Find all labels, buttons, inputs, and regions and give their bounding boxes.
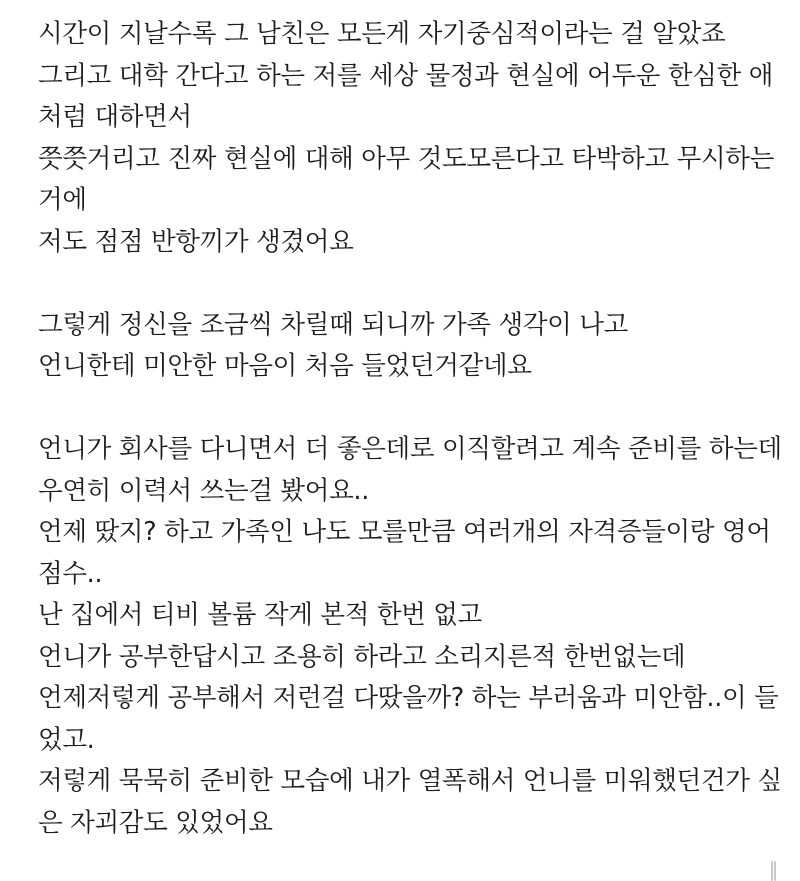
text-line: 언제 땄지? 하고 가족인 나도 모를만큼 여러개의 자격증들이랑 영어 <box>38 517 771 547</box>
scroll-handle-bar <box>774 861 776 881</box>
paragraph <box>38 429 782 844</box>
text-line: 우연히 이력서 쓰는걸 봤어요.. <box>38 475 370 506</box>
text-line: 난 집에서 티비 볼륨 작게 본적 한번 없고 <box>38 600 482 630</box>
text-line: 저도 점점 반항끼가 생겼어요 <box>38 226 354 257</box>
text-line: 처럼 대하면서 <box>38 102 192 132</box>
scroll-handle[interactable] <box>771 861 776 881</box>
text-line: 언니한테 미안한 마음이 처음 들었던거같네요 <box>38 351 532 381</box>
paragraph <box>38 14 778 263</box>
text-line: 언제저렇게 공부해서 저런걸 다땄을까? 하는 부러움과 미안함..이 들 <box>38 683 779 713</box>
text-line: 점수.. <box>38 558 103 589</box>
post-body <box>38 14 782 844</box>
paragraph <box>38 305 778 388</box>
text-line: 쯧쯧거리고 진짜 현실에 대해 아무 것도모른다고 타박하고 무시하는 <box>38 143 774 174</box>
text-line: 그렇게 정신을 조금씩 차릴때 되니까 가족 생각이 나고 <box>38 309 628 340</box>
text-line: 은 자괴감도 있었어요 <box>38 807 273 838</box>
text-line: 시간이 지날수록 그 남친은 모든게 자기중심적이라는 걸 알았죠 <box>38 19 726 49</box>
text-line: 저렇게 묵묵히 준비한 모습에 내가 열폭해서 언니를 미워했던건가 싶 <box>38 766 782 796</box>
text-line: 거에 <box>38 185 87 215</box>
text-line: 었고. <box>38 724 95 755</box>
text-line: 그리고 대학 간다고 하는 저를 세상 물정과 현실에 어두운 한심한 애 <box>38 60 774 91</box>
text-line: 언니가 공부한답시고 조용히 하라고 소리지른적 한번없는데 <box>38 641 686 672</box>
text-line: 언니가 회사를 다니면서 더 좋은데로 이직할려고 계속 준비를 하는데 <box>38 434 782 464</box>
scroll-handle-bar <box>771 861 773 881</box>
